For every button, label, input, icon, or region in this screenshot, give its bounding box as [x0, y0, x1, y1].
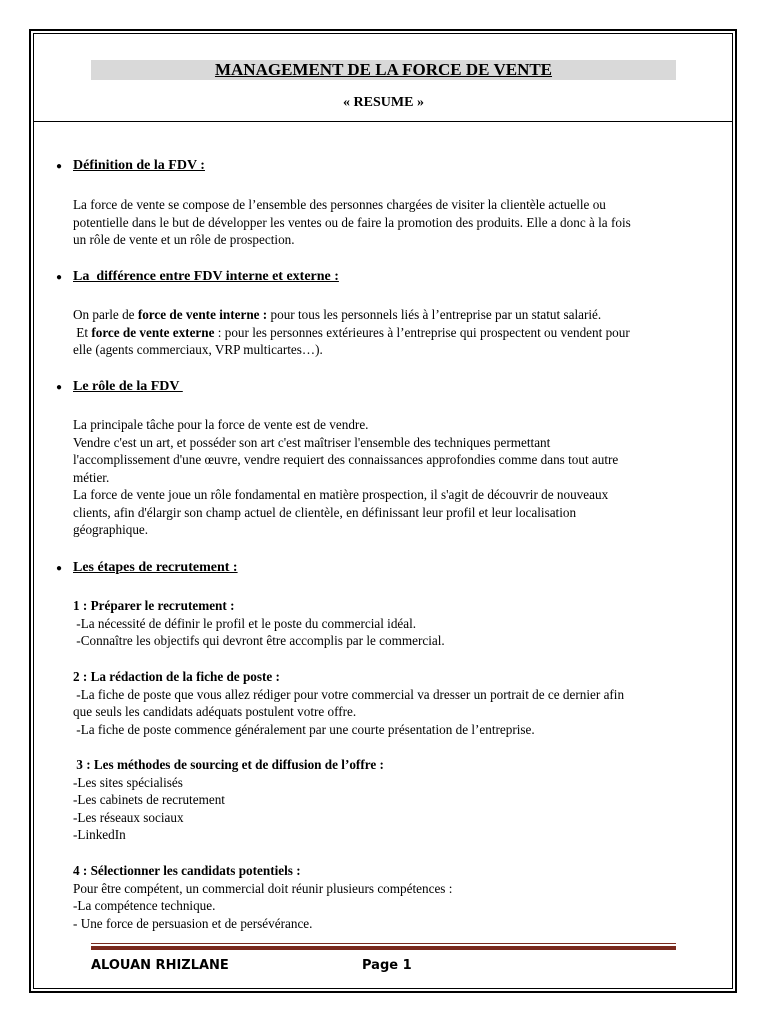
list-item: - Une force de persuasion et de persévérance. [73, 915, 313, 931]
step-4 [73, 862, 683, 932]
footer-author: ALOUAN RHIZLANE [91, 958, 229, 973]
list-item: -LinkedIn [73, 827, 126, 842]
heading-text: Définition de la FDV : [73, 158, 205, 173]
text-span: On parle de [73, 307, 138, 322]
section-heading-difference [56, 269, 339, 285]
text-line: La force de vente se compose de l’ensemble des personnes chargées de visiter la clientèle actuelle ou [73, 197, 606, 212]
document-subtitle: « RESUME » [343, 95, 424, 110]
text-line: Vendre c'est un art, et posséder son art c'est maîtriser l'ensemble des techniques permettant [73, 434, 551, 450]
text-line [73, 306, 683, 324]
section-heading-definition [56, 158, 205, 174]
text-line: l'accomplissement d'une œuvre, vendre requiert des connaissances approfondies comme dans tout autre [73, 452, 619, 467]
header-divider [34, 121, 732, 122]
bullet-icon: ● [56, 160, 63, 172]
bullet-icon: ● [56, 562, 63, 574]
text-line: -Connaître les objectifs qui devront être accomplis par le commercial. [73, 633, 445, 648]
section-heading-recrutement [56, 560, 238, 576]
step-title: 1 : Préparer le recrutement : [73, 598, 235, 613]
step-title: 4 : Sélectionner les candidats potentiels : [73, 863, 301, 878]
text-span: pour tous les personnels liés à l’entreprise par un statut salarié. [267, 307, 602, 322]
text-line [73, 324, 683, 342]
step-2 [73, 668, 683, 738]
heading-text: Le rôle de la FDV [73, 379, 183, 394]
section-heading-role [56, 379, 183, 395]
text-span: Et [73, 324, 92, 340]
paragraph-difference [73, 306, 683, 359]
paragraph-role [73, 416, 683, 539]
heading-text: La différence entre FDV interne et externe : [73, 269, 339, 284]
text-span: : pour les personnes extérieures à l’entreprise qui prospectent ou vendent pour [214, 324, 630, 340]
text-line: -La nécessité de définir le profil et le poste du commercial idéal. [73, 615, 417, 631]
step-title: 3 : Les méthodes de sourcing et de diffusion de l’offre : [73, 757, 384, 772]
text-line: métier. [73, 469, 110, 485]
text-line: un rôle de vente et un rôle de prospection. [73, 232, 295, 247]
step-3 [73, 756, 683, 844]
footer-divider-thick [91, 946, 676, 950]
text-line: géographique. [73, 522, 149, 537]
document-title [91, 60, 676, 80]
term-external: force de vente externe [91, 324, 215, 340]
list-item: -Les cabinets de recrutement [73, 792, 225, 807]
footer-divider-thin [91, 943, 676, 944]
paragraph-definition [73, 196, 683, 249]
bullet-icon: ● [56, 381, 63, 393]
text-line: -La fiche de poste commence généralement par une courte présentation de l’entreprise. [73, 721, 535, 737]
text-line: potentielle dans le but de développer les ventes ou de faire la promotion des produits. Elle a donc à la fois [73, 214, 631, 230]
footer-page-number: Page 1 [362, 958, 412, 973]
text-line: La force de vente joue un rôle fondamental en matière prospection, il s'agit de découvrir de nouveaux [73, 487, 609, 502]
step-1 [73, 597, 683, 650]
text-line: clients, afin d'élargir son champ actuel de clientèle, en définissant leur profil et leur localisation [73, 504, 577, 520]
step-title: 2 : La rédaction de la fiche de poste : [73, 669, 280, 684]
term-internal: force de vente interne : [137, 307, 268, 322]
list-item: -Les réseaux sociaux [73, 809, 184, 825]
bullet-icon: ● [56, 271, 63, 283]
text-line: -La fiche de poste que vous allez rédiger pour votre commercial va dresser un portrait de ce dernier afin [73, 686, 625, 702]
list-item: -La compétence technique. [73, 898, 216, 913]
heading-text: Les étapes de recrutement : [73, 560, 238, 575]
text-line: que seuls les candidats adéquats postulent votre offre. [73, 704, 357, 719]
text-line: Pour être compétent, un commercial doit réunir plusieurs compétences : [73, 880, 453, 896]
list-item: -Les sites spécialisés [73, 774, 183, 790]
text-line: La principale tâche pour la force de vente est de vendre. [73, 417, 369, 432]
document-title-text: MANAGEMENT DE LA FORCE DE VENTE [214, 60, 553, 79]
text-line: elle (agents commerciaux, VRP multicartes…). [73, 342, 323, 357]
